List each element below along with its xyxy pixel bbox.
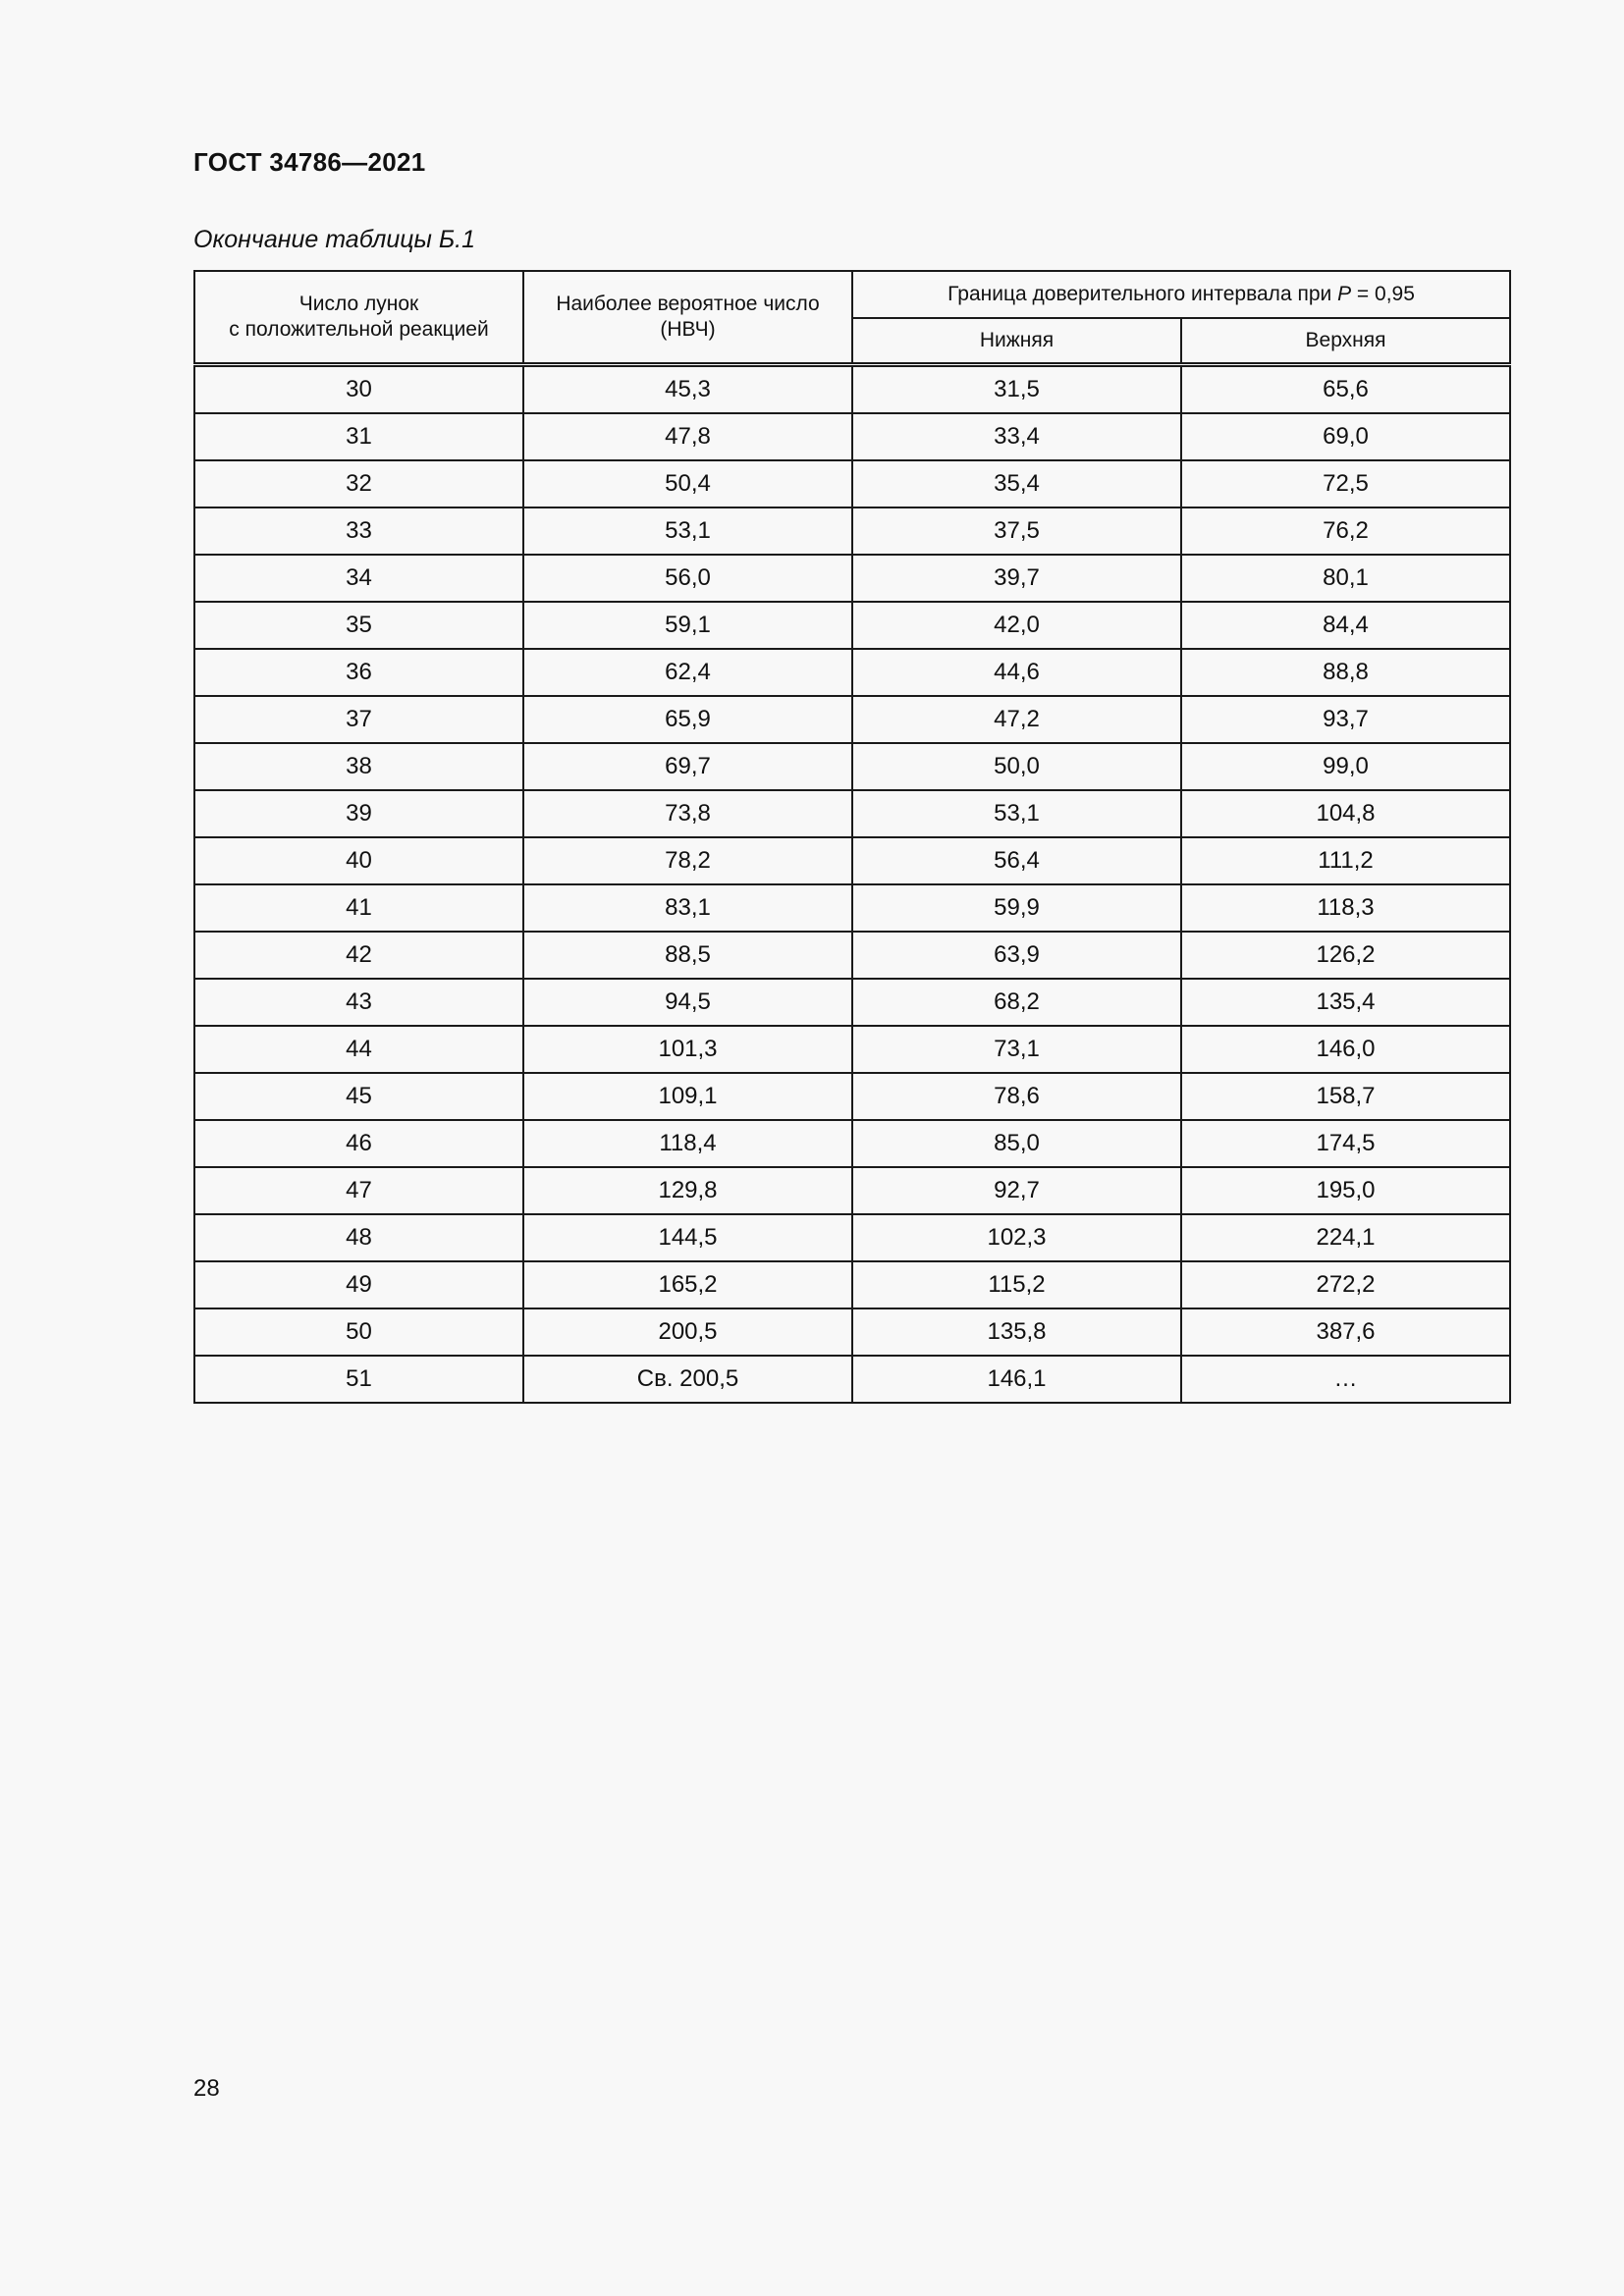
cell-lower: 73,1 <box>852 1026 1181 1073</box>
group-header-variable: P <box>1337 283 1352 305</box>
cell-upper: 84,4 <box>1181 602 1510 649</box>
cell-mpn: 83,1 <box>523 884 852 932</box>
table-row <box>194 837 1510 884</box>
cell-wells: 35 <box>194 602 523 649</box>
cell-wells: 45 <box>194 1073 523 1120</box>
table-caption: Окончание таблицы Б.1 <box>193 226 475 253</box>
cell-wells: 49 <box>194 1261 523 1308</box>
cell-mpn: 53,1 <box>523 507 852 555</box>
cell-wells: 51 <box>194 1356 523 1403</box>
cell-mpn: 200,5 <box>523 1308 852 1356</box>
cell-lower: 35,4 <box>852 460 1181 507</box>
cell-lower: 47,2 <box>852 696 1181 743</box>
table-row <box>194 1356 1510 1403</box>
cell-upper: 158,7 <box>1181 1073 1510 1120</box>
cell-upper: 126,2 <box>1181 932 1510 979</box>
cell-upper: 93,7 <box>1181 696 1510 743</box>
cell-mpn: Св. 200,5 <box>523 1356 852 1403</box>
cell-lower: 135,8 <box>852 1308 1181 1356</box>
cell-wells: 40 <box>194 837 523 884</box>
cell-upper: 272,2 <box>1181 1261 1510 1308</box>
cell-mpn: 65,9 <box>523 696 852 743</box>
cell-upper: 88,8 <box>1181 649 1510 696</box>
cell-upper: 111,2 <box>1181 837 1510 884</box>
table-row <box>194 602 1510 649</box>
document-code: ГОСТ 34786—2021 <box>193 147 426 177</box>
cell-upper: … <box>1181 1356 1510 1403</box>
cell-lower: 33,4 <box>852 413 1181 460</box>
cell-upper: 65,6 <box>1181 365 1510 414</box>
cell-wells: 32 <box>194 460 523 507</box>
group-header-prefix: Граница доверительного интервала при <box>947 283 1338 305</box>
cell-wells: 43 <box>194 979 523 1026</box>
cell-upper: 104,8 <box>1181 790 1510 837</box>
cell-wells: 46 <box>194 1120 523 1167</box>
table-row <box>194 884 1510 932</box>
cell-wells: 50 <box>194 1308 523 1356</box>
column-header-wells <box>194 271 523 365</box>
cell-lower: 115,2 <box>852 1261 1181 1308</box>
column-header-mpn <box>523 271 852 365</box>
cell-mpn: 69,7 <box>523 743 852 790</box>
table-body <box>194 365 1510 1404</box>
cell-mpn: 144,5 <box>523 1214 852 1261</box>
cell-wells: 31 <box>194 413 523 460</box>
cell-lower: 85,0 <box>852 1120 1181 1167</box>
table-row <box>194 1120 1510 1167</box>
cell-wells: 30 <box>194 365 523 414</box>
cell-upper: 118,3 <box>1181 884 1510 932</box>
cell-wells: 39 <box>194 790 523 837</box>
column-header-upper: Верхняя <box>1181 318 1510 365</box>
cell-mpn: 101,3 <box>523 1026 852 1073</box>
column-header-wells-line2: с положительной реакцией <box>229 318 489 341</box>
cell-mpn: 62,4 <box>523 649 852 696</box>
cell-mpn: 59,1 <box>523 602 852 649</box>
cell-mpn: 45,3 <box>523 365 852 414</box>
cell-mpn: 88,5 <box>523 932 852 979</box>
cell-lower: 31,5 <box>852 365 1181 414</box>
cell-mpn: 165,2 <box>523 1261 852 1308</box>
cell-wells: 42 <box>194 932 523 979</box>
cell-upper: 387,6 <box>1181 1308 1510 1356</box>
table-row <box>194 1073 1510 1120</box>
table-row <box>194 1261 1510 1308</box>
cell-lower: 53,1 <box>852 790 1181 837</box>
table-row <box>194 979 1510 1026</box>
cell-mpn: 56,0 <box>523 555 852 602</box>
cell-wells: 47 <box>194 1167 523 1214</box>
cell-mpn: 109,1 <box>523 1073 852 1120</box>
cell-lower: 59,9 <box>852 884 1181 932</box>
cell-upper: 72,5 <box>1181 460 1510 507</box>
data-table <box>193 270 1511 1404</box>
table-row <box>194 413 1510 460</box>
table-row <box>194 365 1510 414</box>
cell-lower: 92,7 <box>852 1167 1181 1214</box>
cell-upper: 195,0 <box>1181 1167 1510 1214</box>
page-number: 28 <box>193 2075 220 2102</box>
cell-upper: 76,2 <box>1181 507 1510 555</box>
cell-wells: 36 <box>194 649 523 696</box>
cell-lower: 42,0 <box>852 602 1181 649</box>
column-group-header-confidence <box>852 271 1510 318</box>
table-row <box>194 1167 1510 1214</box>
cell-wells: 41 <box>194 884 523 932</box>
cell-upper: 69,0 <box>1181 413 1510 460</box>
column-header-mpn-line1: Наиболее вероятное число <box>556 293 820 315</box>
cell-upper: 99,0 <box>1181 743 1510 790</box>
cell-lower: 50,0 <box>852 743 1181 790</box>
table-row <box>194 932 1510 979</box>
table-row <box>194 1308 1510 1356</box>
table-row <box>194 649 1510 696</box>
cell-lower: 39,7 <box>852 555 1181 602</box>
cell-lower: 63,9 <box>852 932 1181 979</box>
cell-lower: 78,6 <box>852 1073 1181 1120</box>
cell-mpn: 47,8 <box>523 413 852 460</box>
cell-mpn: 129,8 <box>523 1167 852 1214</box>
cell-upper: 224,1 <box>1181 1214 1510 1261</box>
cell-mpn: 50,4 <box>523 460 852 507</box>
column-header-lower: Нижняя <box>852 318 1181 365</box>
column-header-mpn-line2: (НВЧ) <box>660 318 716 341</box>
cell-lower: 37,5 <box>852 507 1181 555</box>
table-header <box>194 271 1510 365</box>
cell-wells: 33 <box>194 507 523 555</box>
cell-mpn: 118,4 <box>523 1120 852 1167</box>
cell-wells: 34 <box>194 555 523 602</box>
cell-wells: 48 <box>194 1214 523 1261</box>
group-header-suffix: = 0,95 <box>1351 283 1415 305</box>
cell-mpn: 94,5 <box>523 979 852 1026</box>
cell-lower: 146,1 <box>852 1356 1181 1403</box>
table-row <box>194 790 1510 837</box>
table-row <box>194 696 1510 743</box>
cell-lower: 68,2 <box>852 979 1181 1026</box>
table-row <box>194 555 1510 602</box>
table-row <box>194 1214 1510 1261</box>
cell-mpn: 78,2 <box>523 837 852 884</box>
cell-upper: 146,0 <box>1181 1026 1510 1073</box>
column-header-wells-line1: Число лунок <box>298 293 419 315</box>
cell-lower: 56,4 <box>852 837 1181 884</box>
cell-mpn: 73,8 <box>523 790 852 837</box>
table-row <box>194 460 1510 507</box>
cell-wells: 38 <box>194 743 523 790</box>
cell-upper: 135,4 <box>1181 979 1510 1026</box>
cell-upper: 80,1 <box>1181 555 1510 602</box>
table-row <box>194 507 1510 555</box>
cell-wells: 44 <box>194 1026 523 1073</box>
cell-lower: 102,3 <box>852 1214 1181 1261</box>
table-row <box>194 743 1510 790</box>
table-row <box>194 1026 1510 1073</box>
cell-lower: 44,6 <box>852 649 1181 696</box>
cell-wells: 37 <box>194 696 523 743</box>
cell-upper: 174,5 <box>1181 1120 1510 1167</box>
